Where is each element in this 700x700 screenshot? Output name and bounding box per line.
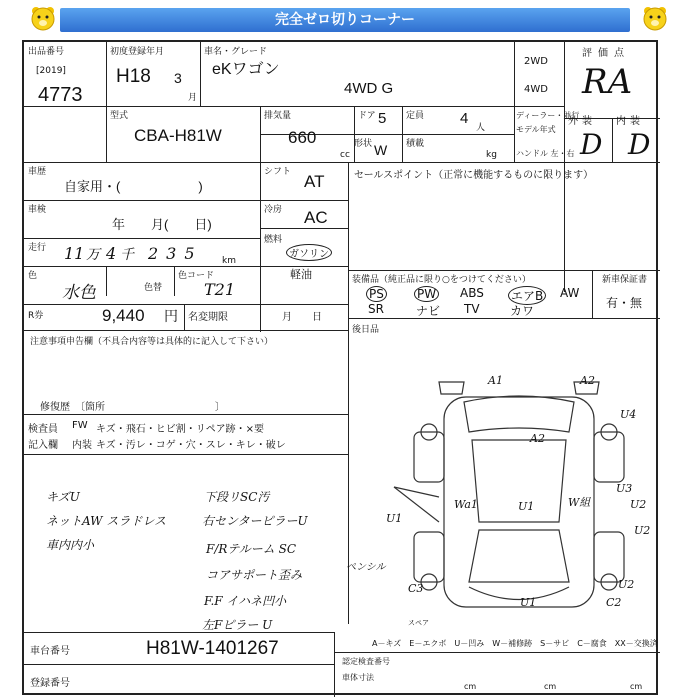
first-registration-label: 初度登録年月 (110, 47, 165, 57)
displacement-label: 排気量 (264, 111, 292, 121)
equipment-abs: ABS (460, 286, 484, 300)
bear-mascot-icon (28, 4, 58, 34)
remark-1: キズU (46, 490, 80, 504)
mark-spare: スペア (408, 619, 429, 627)
mark-a1: A1 (488, 374, 503, 387)
mark-u4: U4 (620, 408, 637, 421)
color-label: 色 (28, 271, 38, 281)
mark-u3: U3 (616, 482, 633, 495)
displacement-unit: cc (340, 150, 350, 160)
mark-u2-c: U2 (618, 578, 635, 591)
equipment-sr: SR (368, 302, 384, 316)
fuel-gas: ガソリン (286, 244, 332, 261)
chassis-label: 車台番号 (30, 646, 70, 657)
mark-u1-left: U1 (386, 512, 403, 525)
capacity-label: 定員 (406, 111, 425, 121)
color-code-label: 色コード (178, 271, 215, 281)
new-car-warranty-label: 新車保証書 (602, 275, 648, 285)
new-car-warranty-value: 有・無 (606, 296, 643, 310)
model-value: CBA-H81W (134, 126, 222, 145)
usage-label: 車歴 (28, 167, 47, 177)
inspector-row2-code: 内装 (72, 440, 92, 451)
handle-label: ハンドル 左・右 (516, 149, 575, 158)
shift-label: シフト (264, 167, 292, 177)
capacity-value: 4 (460, 110, 469, 127)
load-label: 積載 (406, 139, 425, 149)
chassis-number: H81W-1401267 (146, 638, 279, 659)
model-year-label: モデル年式 (516, 125, 556, 134)
equipment-airbag: エアB (508, 286, 546, 305)
doors-value: 5 (378, 110, 387, 127)
bear-mascot-icon (640, 4, 670, 34)
header-title: 完全ゼロ切りコーナー (60, 8, 630, 32)
mark-a2-roof: A2 (530, 432, 545, 445)
inspection-value: 年 月( 日) (112, 217, 212, 232)
dimension-unit-3: cm (630, 682, 643, 691)
remark-5: 右センターピラーU (202, 514, 308, 528)
color-tone-label: 色替 (144, 283, 163, 293)
dimension-unit-1: cm (464, 682, 477, 691)
drive-2wd: 2WD (524, 56, 548, 67)
ac-label: 冷房 (264, 205, 283, 215)
inspector-row1-code: FW (72, 420, 88, 431)
repair-history: 修復歴 〔箇所 〕 (40, 402, 225, 413)
remark-3: 車内内小 (46, 538, 95, 552)
equipment-aw: AW (560, 286, 580, 300)
inspector-row2: キズ・汚レ・コゲ・穴・スレ・キレ・破レ (96, 440, 286, 451)
mark-u2-a: U2 (630, 498, 647, 511)
name-change-label: 名変期限 (188, 312, 228, 323)
recycle-value: 9,440 (102, 306, 145, 325)
interior-label: 内装 (616, 116, 644, 127)
load-unit: kg (486, 150, 497, 160)
usage-value: 自家用・( ) (64, 179, 203, 194)
auction-sheet (22, 40, 658, 695)
selling-points-label: セールスポイント（正常に機能するものに限ります） (354, 170, 594, 181)
equipment-navi: ナビ (416, 304, 441, 318)
mileage-label: 走行 (28, 243, 47, 253)
displacement-value: 660 (288, 128, 317, 147)
mark-c2: C2 (606, 596, 622, 609)
mark-pencil-note: ペンシル (346, 562, 386, 573)
car-grade: 4WD G (344, 80, 394, 97)
remark-7: コアサポート歪み (206, 568, 303, 582)
recycle-label: R券 (28, 311, 44, 321)
mark-u2-b: U2 (634, 524, 651, 537)
mileage-man: 11 (64, 244, 85, 263)
lot-year-tag: [2019] (36, 66, 66, 76)
mark-c3: C3 (408, 582, 424, 595)
score-value: RA (582, 62, 633, 102)
exterior-label: 外装 (568, 116, 596, 127)
mark-u1-bottom: U1 (520, 596, 537, 609)
score-label: 評価点 (582, 48, 630, 59)
car-name-label: 車名・グレード (204, 47, 268, 57)
inspector-label: 検査員 (28, 424, 58, 435)
remark-9: 左Fピラー U (202, 618, 273, 632)
damage-legend: A－キズ E－エクボ U－凹み W－補修跡 S－サビ C－腐食 XX－交換済 (372, 639, 658, 648)
registration-era-year: H18 (116, 66, 151, 87)
page-header (0, 0, 700, 38)
equipment-pw: PW (414, 286, 439, 302)
mileage-rest: 235 (148, 244, 203, 263)
mileage-man-unit: 万 (86, 247, 100, 263)
color-code: T21 (204, 280, 236, 299)
equipment-tv: TV (464, 302, 480, 316)
mark-w-center: U1 (518, 500, 535, 513)
certified-inspection-label: 認定検査番号 (342, 657, 390, 666)
dealer-label: ディーラー・並行 (516, 111, 580, 120)
body-dimensions-label: 車体寸法 (342, 673, 374, 682)
lot-number: 4773 (38, 84, 83, 106)
remark-6: F/Rテルーム SC (206, 542, 297, 556)
drive-4wd: 4WD (524, 84, 548, 95)
mileage-unit: km (222, 256, 236, 266)
mark-w-left: Wa1 (454, 498, 478, 511)
equipment-leather: カワ (510, 304, 535, 318)
notes-label: 注意事項申告欄（不具合内容等は具体的に記入して下さい） (30, 337, 274, 347)
mark-w-right: W組 (568, 496, 591, 509)
mileage-sen: 4 (106, 244, 117, 263)
equipment-ps: PS (366, 286, 387, 302)
inspector-entry-label: 記入欄 (28, 440, 58, 451)
registration-month-unit: 月 (188, 93, 198, 103)
car-name: eKワゴン (212, 61, 280, 78)
exterior-score: D (580, 128, 603, 161)
inspection-label: 車検 (28, 205, 47, 215)
later-items-label: 後日品 (352, 325, 380, 335)
remark-2: ネットAW スラドレス (46, 514, 166, 528)
name-change-value: 月 日 (282, 312, 322, 323)
color-value: 水色 (62, 283, 96, 303)
dimension-unit-2: cm (544, 682, 557, 691)
mileage-sen-unit: 千 (120, 247, 134, 263)
registration-number-label: 登録番号 (30, 678, 70, 689)
remark-4: 下段リSC汚 (204, 490, 270, 504)
lot-label: 出品番号 (28, 47, 65, 57)
model-label: 型式 (110, 111, 129, 121)
equipment-label: 装備品（純正品に限り○をつけてください） (352, 275, 531, 285)
shift-value: AT (304, 172, 325, 191)
fuel-label: 燃料 (264, 235, 283, 245)
capacity-unit: 人 (476, 123, 486, 133)
ac-value: AC (304, 208, 328, 227)
remark-8: F.F イハネ凹小 (204, 594, 287, 608)
recycle-unit: 円 (164, 308, 178, 324)
fuel-diesel: 軽油 (290, 268, 312, 281)
doors-label: ドア (358, 111, 376, 121)
shape-label: 形状 (354, 139, 373, 149)
registration-month: 3 (174, 70, 182, 86)
shape-value: W (374, 142, 388, 158)
mark-a2: A2 (580, 374, 595, 387)
inspector-row1: キズ・飛石・ヒビ割・リペア跡・×要 (96, 424, 264, 435)
interior-score: D (628, 128, 651, 161)
